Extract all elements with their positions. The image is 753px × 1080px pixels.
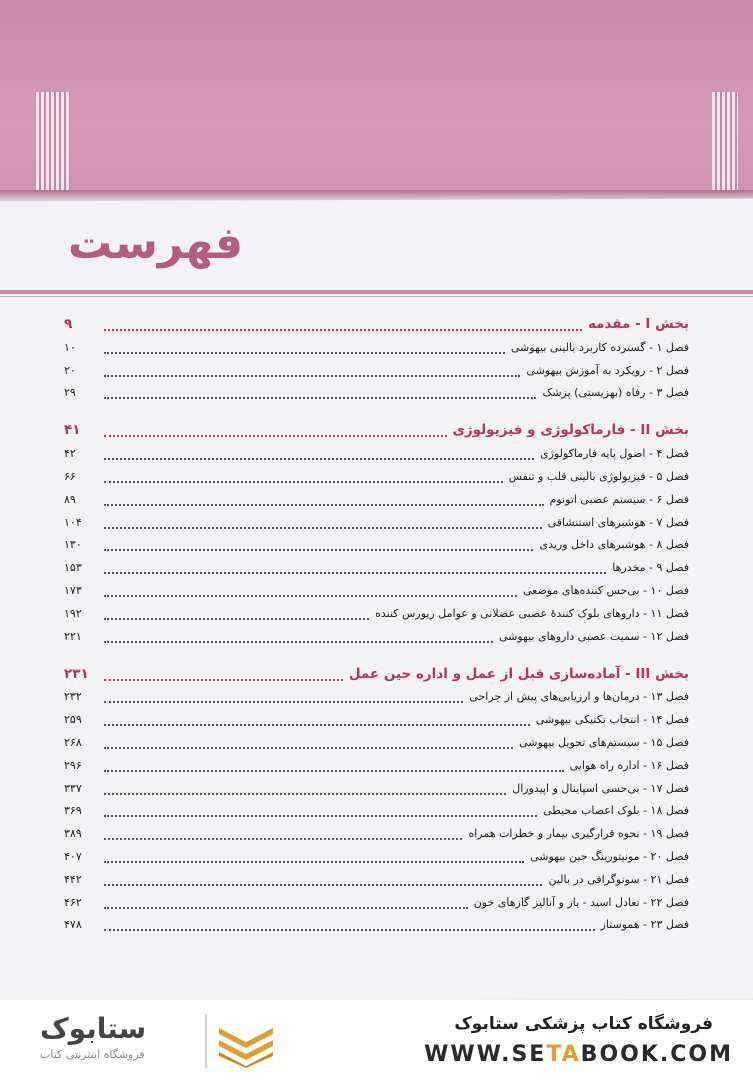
chapter-row[interactable] (64, 686, 689, 709)
chapter-page-number: ۶۶ (64, 470, 76, 484)
chapter-page-number: ۴۶۲ (64, 895, 82, 909)
section-page-number: ۹ (64, 316, 73, 332)
chapter-label: فصل ۲۱ - سونوگرافی در بالین (548, 872, 689, 886)
chapter-page-number: ۳۶۹ (64, 804, 82, 818)
section-label: بخش III - آماده‌سازی قبل از عمل و اداره حین عمل (348, 665, 689, 682)
store-footer (0, 1000, 753, 1080)
chapter-label: فصل ۱۴ - انتخاب تکنیکی بیهوشی (535, 713, 689, 727)
dot-leader (104, 906, 468, 909)
toc-section (64, 418, 689, 647)
chapter-label: فصل ۱۸ - بلوک اعصاب محیطی (542, 804, 689, 818)
dot-leader (104, 769, 564, 772)
chapter-row[interactable] (64, 336, 689, 359)
chapter-page-number: ۴۴۲ (64, 872, 82, 886)
dot-leader (104, 328, 582, 331)
page-title: فهرست (68, 218, 244, 269)
section-page-number: ۴۱ (64, 422, 81, 439)
chapter-label: فصل ۱ - گسترده کاربرد بالینی بیهوشی (510, 340, 689, 354)
dot-leader (104, 351, 505, 354)
chapter-row[interactable] (64, 845, 689, 868)
title-rule-thin (0, 296, 753, 297)
dot-leader (104, 814, 537, 817)
section-label: بخش I - مقدمه (587, 316, 689, 332)
chapter-row[interactable] (64, 465, 689, 488)
chapter-row[interactable] (64, 708, 689, 731)
chapter-row[interactable] (64, 579, 689, 602)
logo-text: ستابوک (40, 1012, 147, 1045)
chapter-row[interactable] (64, 359, 689, 382)
section-heading[interactable] (64, 312, 689, 336)
dot-leader (104, 617, 369, 620)
chapter-label: فصل ۵ - فیزیولوژی بالینی قلب و تنفس (508, 470, 689, 484)
chapter-row[interactable] (64, 822, 689, 845)
dot-leader (104, 678, 343, 681)
chapter-page-number: ۴۷۸ (64, 918, 82, 932)
url-suffix: BOOK.COM (580, 1042, 733, 1067)
chapter-row[interactable] (64, 488, 689, 511)
dot-leader (104, 860, 524, 863)
chapter-row[interactable] (64, 556, 689, 579)
url-accent: TA (546, 1042, 581, 1067)
toc-section (64, 662, 689, 937)
section-heading[interactable] (64, 418, 689, 442)
dot-leader (104, 640, 493, 643)
dot-leader (104, 594, 517, 597)
dot-leader (104, 526, 542, 529)
chapter-page-number: ۸۹ (64, 492, 76, 506)
chapter-label: فصل ۲۰ - مونیتورینگ حین بیهوشی (530, 850, 689, 864)
chapter-label: فصل ۱۱ - داروهای بلوک کنندهٔ عصبی عضلانی و عوامل ریورس کننده (375, 606, 689, 620)
dot-leader (104, 837, 462, 840)
chapter-label: فصل ۱۳ - درمان‌ها و ارزیابی‌های پیش از جراحی (469, 690, 689, 704)
chapter-label: فصل ۲۳ - هموستاز (600, 918, 689, 932)
url-prefix: WWW.SE (424, 1042, 547, 1067)
chapter-page-number: ۱۵۳ (64, 561, 82, 575)
dot-leader (104, 548, 533, 551)
chapter-page-number: ۱۹۲ (64, 606, 82, 620)
decorative-stripes-right (712, 92, 738, 200)
chapter-row[interactable] (64, 868, 689, 891)
section-heading[interactable] (64, 662, 689, 686)
chapter-page-number: ۲۹ (64, 386, 76, 400)
book-stack-logo-icon (215, 1018, 277, 1068)
chapter-row[interactable] (64, 891, 689, 914)
dot-leader (104, 457, 534, 460)
dot-leader (104, 480, 503, 483)
dot-leader (104, 700, 463, 703)
store-url[interactable] (424, 1042, 733, 1067)
chapter-page-number: ۳۸۹ (64, 827, 82, 841)
chapter-page-number: ۴۲ (64, 447, 76, 461)
toc-section (64, 312, 689, 404)
table-of-contents (64, 312, 689, 950)
chapter-row[interactable] (64, 800, 689, 823)
store-name: فروشگاه کتاب پزشکی ستابوک (454, 1014, 713, 1034)
chapter-label: فصل ۴ - اصول پایه فارماکولوژی (540, 447, 689, 461)
chapter-label: فصل ۱۶ - اداره راه هوایی (569, 758, 689, 772)
logo-subtitle: فروشگاه اینترنتی کتاب (40, 1048, 145, 1061)
chapter-page-number: ۲۰ (64, 363, 76, 377)
chapter-row[interactable] (64, 382, 689, 405)
chapter-page-number: ۳۳۷ (64, 781, 82, 795)
chapter-page-number: ۲۹۶ (64, 758, 82, 772)
dot-leader (104, 434, 447, 437)
section-label: بخش II - فارماکولوژی و فیزیولوژی (452, 422, 689, 439)
chapter-page-number: ۱۰۴ (64, 515, 82, 529)
chapter-label: فصل ۹ - مخدرها (612, 561, 689, 575)
chapter-label: فصل ۱۰ - بی‌حس کننده‌های موضعی (522, 584, 689, 598)
chapter-page-number: ۲۳۲ (64, 690, 82, 704)
chapter-label: فصل ۶ - سیستم عصبی اتونوم (549, 492, 689, 506)
dot-leader (104, 746, 513, 749)
title-rule (0, 290, 753, 294)
section-page-number: ۲۳۱ (64, 665, 89, 682)
chapter-page-number: ۲۵۹ (64, 713, 82, 727)
chapter-label: فصل ۱۷ - بی‌حسی اسپاینال و اپیدورال (512, 781, 689, 795)
chapter-row[interactable] (64, 442, 689, 465)
chapter-page-number: ۱۷۳ (64, 584, 82, 598)
dot-leader (104, 503, 544, 506)
chapter-page-number: ۱۳۰ (64, 538, 82, 552)
chapter-row[interactable] (64, 777, 689, 800)
chapter-label: فصل ۱۹ - نحوه قرارگیری بیمار و خطرات همراه (468, 827, 689, 841)
chapter-page-number: ۱۰ (64, 340, 76, 354)
chapter-label: فصل ۱۵ - سیستم‌های تحویل بیهوشی (519, 736, 689, 750)
chapter-row[interactable] (64, 534, 689, 557)
dot-leader (104, 723, 530, 726)
chapter-label: فصل ۱۲ - سمیت عصبی داروهای بیهوشی (498, 629, 689, 643)
dot-leader (104, 928, 595, 931)
dot-leader (104, 792, 506, 795)
dot-leader (104, 374, 520, 377)
dot-leader (104, 571, 606, 574)
chapter-row[interactable] (64, 754, 689, 777)
chapter-label: فصل ۲۲ - تعادل اسید - باز و آنالیز گازهای خون (473, 895, 689, 909)
chapter-row[interactable] (64, 602, 689, 625)
dot-leader (104, 883, 542, 886)
chapter-label: فصل ۸ - هوشبرهای داخل وریدی (539, 538, 689, 552)
chapter-row[interactable] (64, 731, 689, 754)
chapter-row[interactable] (64, 511, 689, 534)
chapter-label: فصل ۷ - هوشبرهای استنشاقی (547, 515, 689, 529)
chapter-label: فصل ۳ - رفاه (بهزیستی) پزشک (542, 386, 689, 400)
decorative-stripes-left (36, 92, 70, 200)
dot-leader (104, 396, 536, 399)
chapter-label: فصل ۲ - رویکرد به آموزش بیهوشی (526, 363, 689, 377)
cover-band (0, 0, 753, 205)
logo-divider (205, 1014, 207, 1068)
chapter-row[interactable] (64, 914, 689, 937)
chapter-page-number: ۲۲۱ (64, 629, 82, 643)
chapter-row[interactable] (64, 625, 689, 648)
chapter-page-number: ۴۰۷ (64, 850, 82, 864)
chapter-page-number: ۲۶۸ (64, 736, 82, 750)
